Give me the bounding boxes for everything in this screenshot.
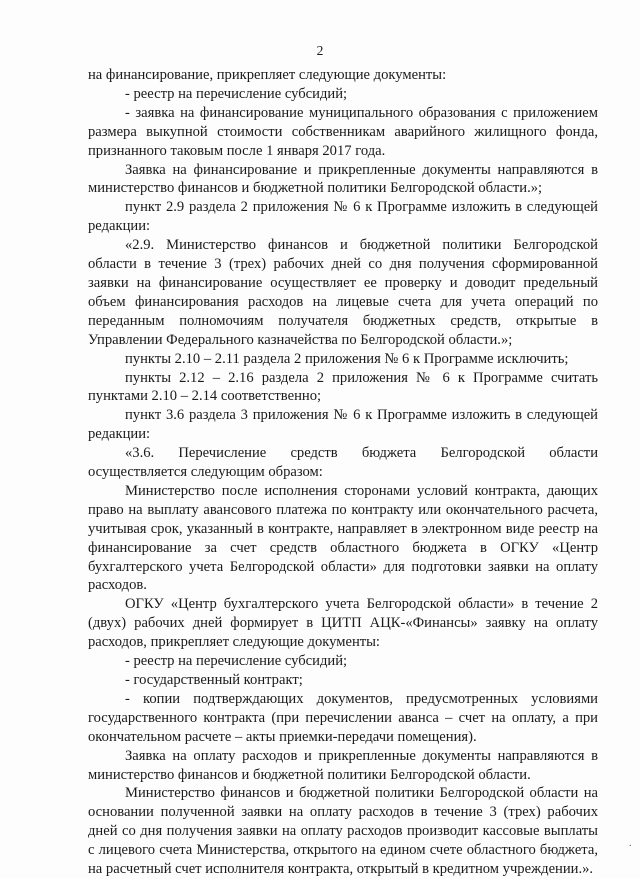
paragraph: Министерство финансов и бюджетной политики Белгородской области на основании полученной заявки на оплату расходов в течение 3 (трех) рабочих дней со дня получения заявки на оплату расходов производит кассовые выплаты с лицевого счета Министерства, открытого на едином счете областного бюджета, на расчетный счет исполнителя контракта, открытый в кредитном учреждении.». bbox=[88, 785, 598, 878]
paragraph: Министерство после исполнения сторонами условий контракта, дающих право на выплату авансового платежа по контракту или окончательного расчета, учитывая срок, указанный в контракте, направляет в электронном виде реестр на финансирование за счет средств областного бюджета в ОГКУ «Центр бухгалтерского учета Белгородской области» для подготовки заявки на оплату расходов. bbox=[88, 482, 598, 594]
paragraph: пункты 2.10 – 2.11 раздела 2 приложения № 6 к Программе исключить; bbox=[125, 350, 569, 367]
paragraph: пункт 2.9 раздела 2 приложения № 6 к Программе изложить в следующей редакции: bbox=[88, 199, 598, 235]
paragraph: пункт 3.6 раздела 3 приложения № 6 к Программе изложить в следующей редакции: bbox=[88, 407, 598, 443]
paragraph: Заявка на финансирование и прикрепленные документы направляются в министерство финансов и бюджетной политики Белгородской области.»; bbox=[88, 161, 598, 197]
paragraph: «3.6. Перечисление средств бюджета Белгородской области осуществляется следующим образом: bbox=[88, 445, 598, 481]
paragraph: - реестр на перечисление субсидий; bbox=[125, 85, 348, 102]
paragraph: - заявка на финансирование муниципального образования с приложением размера выкупной стоимости собственникам аварийного жилищного фонда, признанного таковым после 1 января 2017 года. bbox=[88, 104, 598, 159]
paragraph: на финансирование, прикрепляет следующие документы: bbox=[88, 67, 447, 83]
paragraph: ОГКУ «Центр бухгалтерского учета Белгородской области» в течение 2 (двух) рабочих дней формирует в ЦИТП АЦК-«Финансы» заявку на оплату расходов, прикрепляет следующие документы: bbox=[88, 596, 598, 651]
paragraph: «2.9. Министерство финансов и бюджетной политики Белгородской области в течение 3 (трех) рабочих дней со дня получения сформированной заявки на финансирование осуществляет ее проверку и доводит предельный объем финансирования расходов на лицевые счета для учета операций по переданным полномочиям получателя бюджетных средств, открытые в Управлении Федерального казначейства по Белгородской области.»; bbox=[88, 237, 598, 348]
paragraph: - копии подтверждающих документов, предусмотренных условиями государственного контракта (при перечислении аванса – счет на оплату, а при окончательном расчете – акты приемки-передачи помещения). bbox=[88, 690, 598, 745]
paragraph: - реестр на перечисление субсидий; bbox=[125, 653, 348, 670]
paragraph: Заявка на оплату расходов и прикрепленные документы направляются в министерство финансов и бюджетной политики Белгородской области. bbox=[88, 747, 598, 783]
document-body bbox=[88, 66, 598, 879]
paragraph: - государственный контракт; bbox=[125, 672, 303, 688]
scan-mark: · bbox=[628, 841, 632, 853]
paragraph: пункты 2.12 – 2.16 раздела 2 приложения № 6 к Программе считать пунктами 2.10 – 2.14 соответственно; bbox=[88, 369, 598, 405]
page-number: 2 bbox=[316, 43, 324, 58]
